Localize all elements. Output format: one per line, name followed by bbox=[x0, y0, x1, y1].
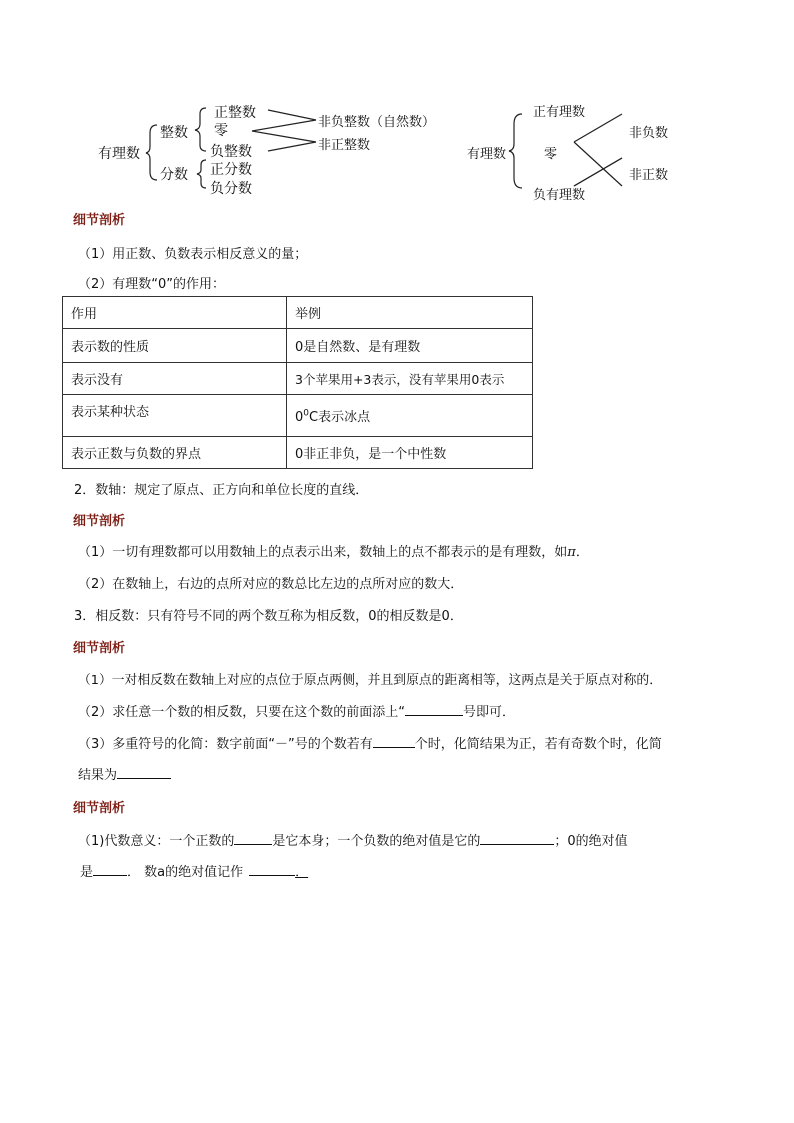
answer-blank[interactable] bbox=[93, 862, 127, 876]
table-cell: $0^0C$表示冰点 bbox=[287, 395, 533, 437]
detail3-line3: （3）多重符号的化简：数字前面“－”号的个数若有 个时，化简结果为正，若有奇数个时，化简 bbox=[78, 733, 662, 752]
detail4-line2: 是 ． 数a的绝对值记作 ． bbox=[80, 861, 308, 880]
table-row bbox=[63, 329, 533, 363]
answer-blank[interactable] bbox=[117, 765, 171, 779]
table-row bbox=[63, 363, 533, 395]
table-header-example: 举例 bbox=[287, 297, 533, 329]
line-posint-nonneg bbox=[268, 110, 316, 120]
diagram1-zero: 零 bbox=[214, 123, 228, 139]
detail1-line1: （1）用正数、负数表示相反意义的量； bbox=[78, 247, 308, 262]
diagram1-integers: 整数 bbox=[160, 125, 188, 141]
answer-blank[interactable] bbox=[480, 831, 554, 845]
detail3-line1: （1）一对相反数在数轴上对应的点位于原点两侧，并且到原点的距离相等，这两点是关于原点对称的． bbox=[78, 673, 663, 688]
brace-fractions bbox=[197, 160, 206, 188]
diagram2-zero: 零 bbox=[544, 147, 558, 162]
detail4-line1: （1)代数意义：一个正数的 是它本身；一个负数的绝对值是它的 ；0的绝对值 bbox=[78, 830, 628, 849]
diagram1-pos-int: 正整数 bbox=[214, 105, 256, 121]
table-cell: 表示某种状态 bbox=[63, 395, 287, 437]
answer-blank[interactable] bbox=[405, 702, 463, 716]
line-zero-nonneg bbox=[252, 120, 316, 131]
answer-blank[interactable] bbox=[249, 862, 295, 876]
table-cell: 0是自然数、是有理数 bbox=[287, 329, 533, 363]
answer-blank[interactable] bbox=[373, 734, 415, 748]
section3-title: 3．相反数：只有符号不同的两个数互称为相反数，0的相反数是0． bbox=[74, 609, 463, 624]
table-cell: 表示正数与负数的界点 bbox=[63, 437, 287, 469]
pi-symbol: π bbox=[567, 545, 576, 560]
diagram2-pos-rational: 正有理数 bbox=[533, 105, 586, 120]
table-cell: 0非正非负，是一个中性数 bbox=[287, 437, 533, 469]
diagram1-pos-frac: 正分数 bbox=[210, 162, 252, 178]
degree-zero: $0^0$ bbox=[295, 408, 310, 425]
detail-heading-4: 细节剖析 bbox=[73, 801, 126, 816]
detail-heading-1: 细节剖析 bbox=[73, 213, 126, 228]
diagram2-neg-rational: 负有理数 bbox=[533, 188, 586, 203]
detail-heading-3: 细节剖析 bbox=[73, 641, 126, 656]
diagram1-non-positive: 非正整数 bbox=[318, 138, 371, 153]
table-cell: 表示数的性质 bbox=[63, 329, 287, 363]
table-cell: 表示没有 bbox=[63, 363, 287, 395]
line-negint-nonpos bbox=[268, 142, 316, 151]
detail-heading-2: 细节剖析 bbox=[73, 514, 126, 529]
diagram1-non-negative: 非负整数（自然数） bbox=[318, 115, 436, 130]
zero-role-table bbox=[62, 296, 533, 469]
detail2-line1: （1）一切有理数都可以用数轴上的点表示出来，数轴上的点不都表示的是有理数，如π． bbox=[78, 545, 589, 560]
answer-blank[interactable] bbox=[234, 831, 272, 845]
diagram1-root: 有理数 bbox=[98, 146, 140, 162]
table-header-row bbox=[63, 297, 533, 329]
section2-title: 2．数轴：规定了原点、正方向和单位长度的直线． bbox=[74, 483, 369, 498]
table-row bbox=[63, 395, 533, 437]
table-header-role: 作用 bbox=[63, 297, 287, 329]
line-zero-nonpos bbox=[252, 131, 316, 142]
detail2-line2: （2）在数轴上，右边的点所对应的数总比左边的点所对应的数大． bbox=[78, 577, 464, 592]
diagram2-non-negative: 非负数 bbox=[629, 126, 669, 141]
line-neg-nonpos bbox=[574, 158, 622, 186]
brace-integers bbox=[195, 108, 206, 151]
diagram1-fractions: 分数 bbox=[160, 167, 188, 183]
diagram2-non-positive: 非正数 bbox=[629, 168, 669, 183]
brace-root-1 bbox=[146, 125, 157, 180]
detail1-line2: （2）有理数“0”的作用： bbox=[78, 277, 226, 292]
brace-root-2 bbox=[509, 114, 522, 188]
table-row bbox=[63, 437, 533, 469]
detail3-line2: （2）求任意一个数的相反数，只要在这个数的前面添上“ 号即可． bbox=[78, 701, 515, 720]
diagram1-neg-int: 负整数 bbox=[210, 144, 252, 160]
table-cell: 3个苹果用+3表示，没有苹果用0表示 bbox=[287, 363, 533, 395]
diagram1-neg-frac: 负分数 bbox=[210, 181, 252, 197]
diagram2-root: 有理数 bbox=[467, 147, 507, 162]
line-zero-nonneg-2 bbox=[574, 142, 622, 186]
detail3-line4: 结果为 bbox=[78, 764, 171, 783]
